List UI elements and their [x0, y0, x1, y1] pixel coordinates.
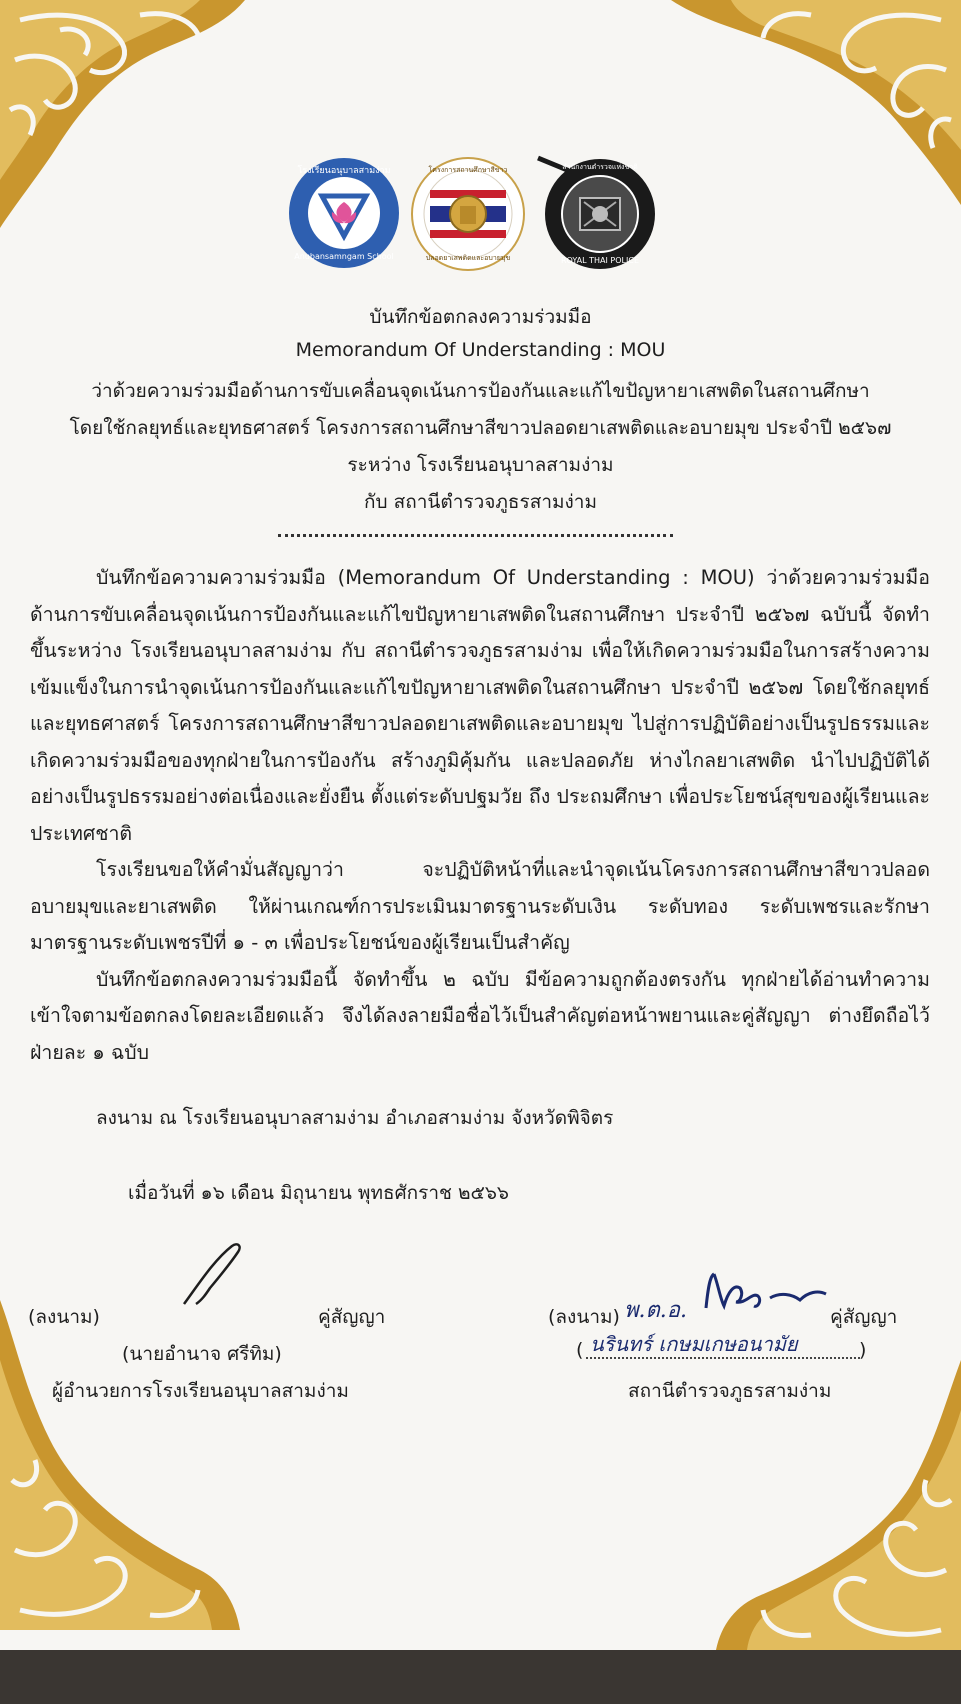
body-text: [30, 560, 930, 1071]
signed-at-line: ลงนาม ณ โรงเรียนอนุบาลสามง่าม อำเภอสามง่าม จังหวัดพิจิตร: [96, 1107, 614, 1129]
paragraph-2: โรงเรียนขอให้คำมั่นสัญญาว่า จะปฏิบัติหน้าที่และนำจุดเน้นโครงการสถานศึกษาสีขาวปลอดอบายมุขและยาเสพติด ให้ผ่านเกณฑ์การประเมินมาตรฐานระดับเงิน ระดับทอง ระดับเพชรและรักษามาตรฐานระดับเพชรปีที่ ๑ - ๓ เพื่อประโยชน์ของผู้เรียนเป็นสำคัญ: [30, 858, 930, 954]
project-logo: [410, 156, 526, 276]
right-name-dotted-line: [586, 1357, 860, 1359]
left-signature-image: [180, 1240, 250, 1308]
left-signatory-position: ผู้อำนวยการโรงเรียนอนุบาลสามง่าม: [52, 1380, 349, 1402]
school-logo-top-text: โรงเรียนอนุบาลสามง่าม: [297, 166, 391, 176]
title-thai: บันทึกข้อตกลงความร่วมมือ: [369, 306, 592, 328]
subtitle-strategy: โดยใช้กลยุทธ์และยุทธศาสตร์ โครงการสถานศึกษาสีขาวปลอดยาเสพติดและอบายมุข ประจำปี ๒๕๖๗: [69, 417, 892, 439]
right-signature-rank: พ.ต.อ.: [624, 1298, 687, 1323]
police-logo-bottom-text: ROYAL THAI POLICE: [560, 256, 640, 265]
date-line: เมื่อวันที่ ๑๖ เดือน มิถุนายน พุทธศักราช ๒๕๖๖: [128, 1182, 509, 1204]
police-logo-top-text: สำนักงานตำรวจแห่งชาติ: [562, 163, 638, 171]
right-signatory-position: สถานีตำรวจภูธรสามง่าม: [628, 1380, 832, 1402]
paragraph-1: บันทึกข้อความความร่วมมือ (Memorandum Of Understanding : MOU) ว่าด้วยความร่วมมือด้านการขับเคลื่อนจุดเน้นการป้องกันและแก้ไขปัญหายาเสพติดในสถานศึกษา ประจำปี ๒๕๖๗ ฉบับนี้ จัดทำขึ้นระหว่าง โรงเรียนอนุบาลสามง่าม กับ สถานีตำรวจภูธรสามง่าม เพื่อให้เกิดความร่วมมือในการสร้างความเข้มแข็งในการนำจุดเน้นการป้องกันและแก้ไขปัญหายาเสพติดในสถานศึกษา ประจำปี ๒๕๖๗ โดยใช้กลยุทธ์และยุทธศาสตร์ โครงการสถานศึกษาสีขาวปลอดยาเสพติดและอบายมุข ไปสู่การปฏิบัติอย่างเป็นรูปธรรมและเกิดความร่วมมือของทุกฝ่ายในการป้องกัน สร้างภูมิคุ้มกัน และปลอดภัย ห่างไกลยาเสพติด นำไปปฏิบัติได้อย่างเป็นรูปธรรมอย่างต่อเนื่องและยั่งยืน ตั้งแต่ระดับปฐมวัย ถึง ประถมศึกษา เพื่อประโยชน์สุขของผู้เรียนและประเทศชาติ: [30, 566, 930, 845]
right-name-open: (: [576, 1339, 584, 1361]
subtitle-with: กับ สถานีตำรวจภูธรสามง่าม: [364, 491, 597, 513]
subtitle-between: ระหว่าง โรงเรียนอนุบาลสามง่าม: [347, 454, 614, 476]
right-party-label: คู่สัญญา: [830, 1306, 898, 1328]
right-signatory-name: นรินทร์ เกษมเกษอนามัย: [590, 1332, 798, 1356]
school-logo: [287, 156, 401, 274]
school-logo-bottom-text: Anubansamngam School: [294, 252, 394, 261]
subtitle-topic: ว่าด้วยความร่วมมือด้านการขับเคลื่อนจุดเน้นการป้องกันและแก้ไขปัญหายาเสพติดในสถานศึกษา: [91, 380, 870, 402]
project-logo-top-text: โครงการสถานศึกษาสีขาว: [428, 166, 508, 174]
right-name-close: ): [859, 1339, 867, 1361]
logo-row: [0, 152, 961, 282]
police-logo: [536, 150, 660, 278]
dotted-separator: [278, 534, 673, 537]
paragraph-3: บันทึกข้อตกลงความร่วมมือนี้ จัดทำขึ้น ๒ ฉบับ มีข้อความถูกต้องตรงกัน ทุกฝ่ายได้อ่านทำความเข้าใจตามข้อตกลงโดยละเอียดแล้ว จึงได้ลงลายมือชื่อไว้เป็นสำคัญต่อหน้าพยานและคู่สัญญา ต่างยึดถือไว้ฝ่ายละ ๑ ฉบับ: [30, 967, 930, 1064]
left-signatory-name: (นายอำนาจ ศรีทิม): [122, 1343, 282, 1365]
right-sign-label: (ลงนาม): [548, 1306, 620, 1328]
title-english: Memorandum Of Understanding : MOU: [295, 339, 666, 361]
left-party-label: คู่สัญญา: [318, 1306, 386, 1328]
left-sign-label: (ลงนาม): [28, 1306, 100, 1328]
project-logo-bottom-text: ปลอดยาเสพติดและอบายมุข: [425, 254, 511, 262]
right-signature-image: [700, 1268, 830, 1318]
